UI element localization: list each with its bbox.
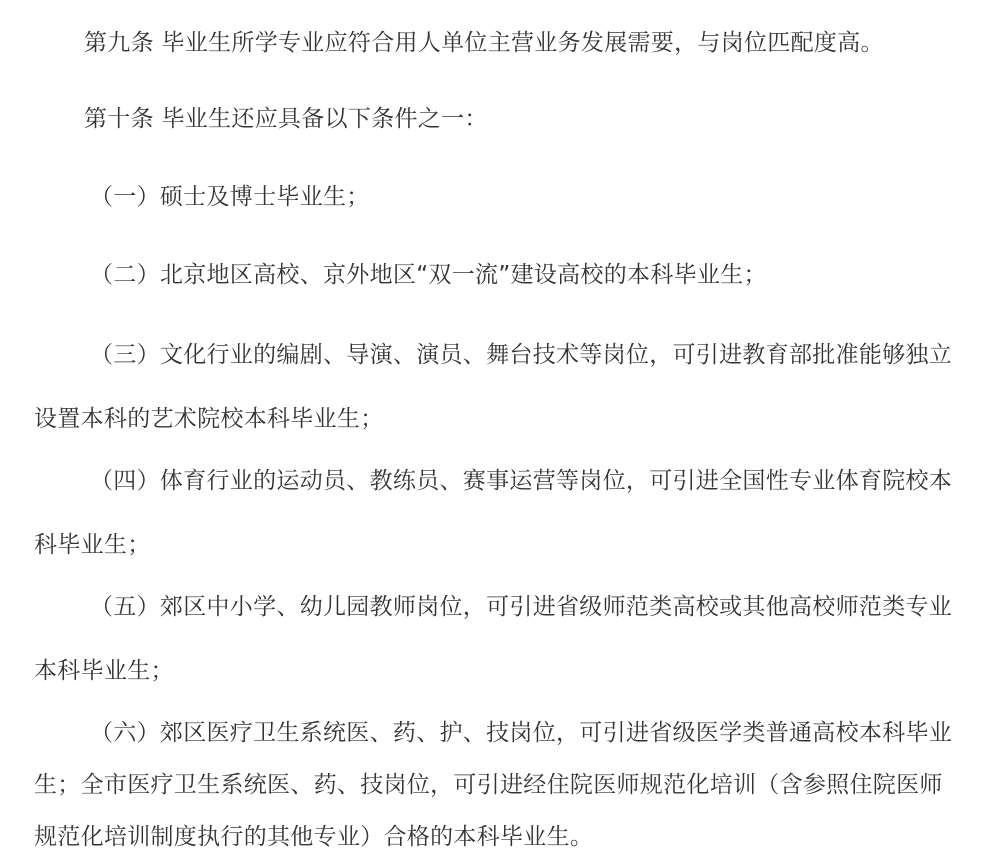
paragraph-line: 第九条 毕业生所学专业应符合用人单位主营业务发展需要，与岗位匹配度高。 [84, 30, 884, 56]
condition-item-5 [34, 586, 982, 692]
condition-item-1 [34, 176, 982, 218]
paragraph-line: （六）郊区医疗卫生系统医、药、护、技岗位，可引进省级医学类普通高校本科毕业 [90, 720, 953, 746]
condition-item-2 [34, 254, 982, 296]
paragraph-line: （一）硕士及博士毕业生； [90, 184, 370, 210]
condition-item-4 [34, 460, 982, 566]
condition-item-3 [34, 334, 982, 440]
paragraph-line: （三）文化行业的编剧、导演、演员、舞台技术等岗位，可引进教育部批准能够独立 [90, 342, 953, 368]
paragraph-line: （二）北京地区高校、京外地区“双一流”建设高校的本科毕业生； [90, 262, 767, 288]
condition-item-6 [34, 712, 982, 858]
article-10-paragraph [34, 98, 982, 140]
paragraph-line: 设置本科的艺术院校本科毕业生； [34, 406, 384, 432]
paragraph-line: 第十条 毕业生还应具备以下条件之一： [84, 106, 488, 132]
paragraph-line: （五）郊区中小学、幼儿园教师岗位，可引进省级师范类高校或其他高校师范类专业 [90, 594, 953, 620]
paragraph-line: 科毕业生； [34, 532, 151, 558]
paragraph-line: 生；全市医疗卫生系统医、药、技岗位，可引进经住院医师规范化培训（含参照住院医师 [34, 772, 943, 798]
paragraph-line: 规范化培训制度执行的其他专业）合格的本科毕业生。 [34, 824, 594, 850]
paragraph-line: 本科毕业生； [34, 658, 174, 684]
paragraph-line: （四）体育行业的运动员、教练员、赛事运营等岗位，可引进全国性专业体育院校本 [90, 468, 953, 494]
article-9-paragraph [34, 22, 982, 64]
